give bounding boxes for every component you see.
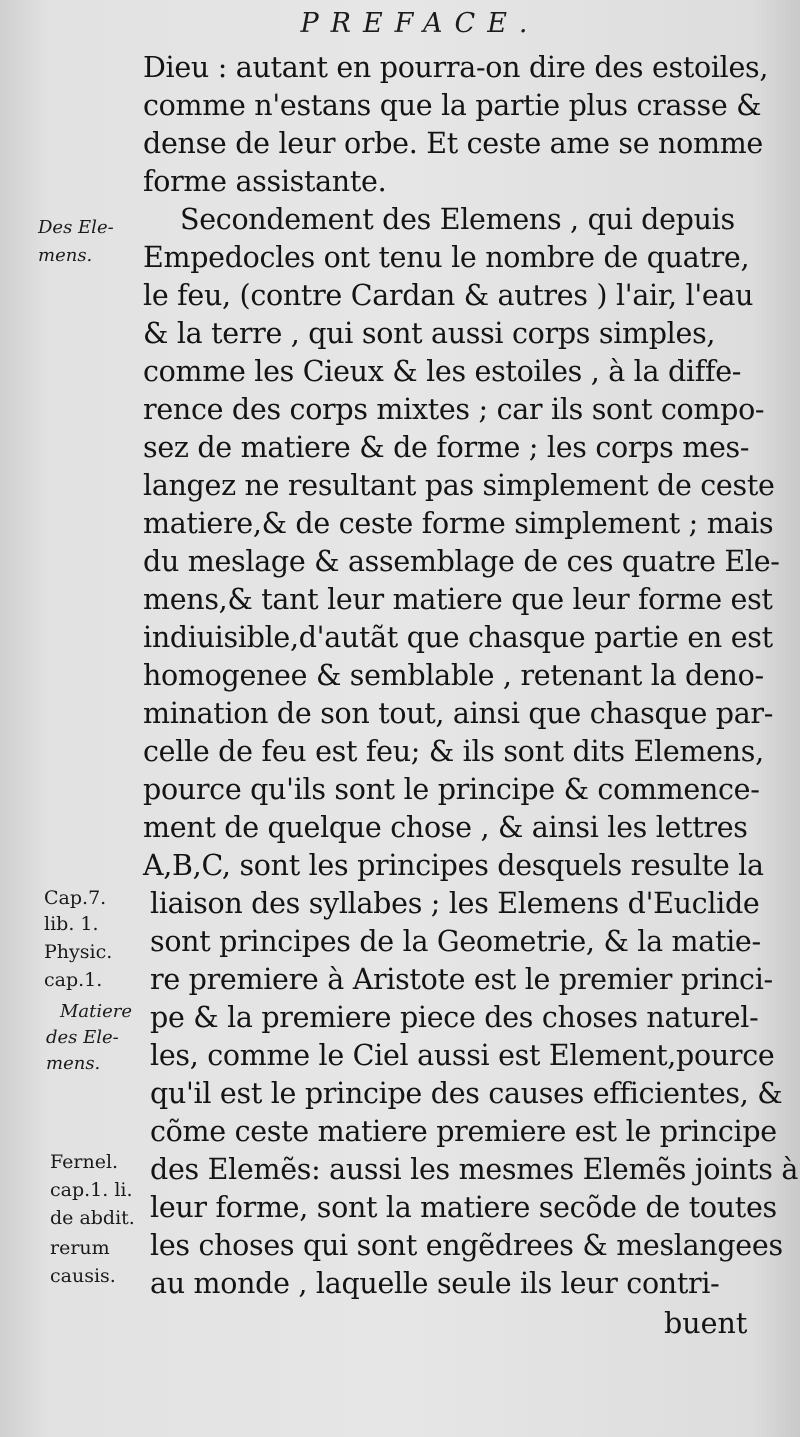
body-line: Secondement des Elemens , qui depuis (180, 203, 735, 236)
margin-note: mens. (46, 1053, 101, 1074)
body-line: comme les Cieux & les estoiles , à la diffe- (143, 355, 742, 388)
body-line: langez ne resultant pas simplement de ceste (143, 469, 775, 502)
margin-note: Cap.7. (44, 887, 107, 909)
catchword: buent (664, 1307, 748, 1340)
body-line: qu'il est le principe des causes efficientes, & (150, 1077, 783, 1110)
margin-note: Des Ele- (38, 217, 114, 238)
body-line: les, comme le Ciel aussi est Element,pource (150, 1039, 775, 1072)
body-line: des Elemẽs: aussi les mesmes Elemẽs joints à (150, 1153, 799, 1186)
body-line: pe & la premiere piece des choses naturel- (150, 1001, 759, 1034)
body-line: cõme ceste matiere premiere est le principe (150, 1115, 777, 1148)
body-line: Empedocles ont tenu le nombre de quatre, (143, 241, 750, 274)
margin-note: cap.1. (44, 969, 103, 991)
margin-note: Fernel. (50, 1151, 119, 1173)
margin-note: Matiere (60, 1001, 133, 1022)
margin-note: mens. (38, 245, 93, 266)
body-line: matiere,& de ceste forme simplement ; mais (143, 507, 774, 540)
body-line: forme assistante. (143, 165, 387, 198)
body-line: mens,& tant leur matiere que leur forme est (143, 583, 773, 616)
body-line: dense de leur orbe. Et ceste ame se nomme (143, 127, 763, 160)
body-line: A,B,C, sont les principes desquels resulte la (143, 849, 764, 882)
margin-note: lib. 1. (44, 913, 99, 935)
body-line: & la terre , qui sont aussi corps simples, (143, 317, 716, 350)
margin-note: Physic. (44, 941, 113, 963)
body-line: les choses qui sont engẽdrees & meslangees (150, 1229, 783, 1262)
body-line: au monde , laquelle seule ils leur contri- (150, 1267, 720, 1300)
body-line: indiuisible,d'autãt que chasque partie en est (143, 621, 773, 654)
body-line: sez de matiere & de forme ; les corps mes- (143, 431, 750, 464)
margin-note: causis. (50, 1265, 116, 1287)
body-line: re premiere à Aristote est le premier princi- (150, 963, 773, 996)
body-line: leur forme, sont la matiere secõde de toutes (150, 1191, 777, 1224)
body-line: comme n'estans que la partie plus crasse & (143, 89, 762, 122)
margin-note: de abdit. (50, 1207, 135, 1229)
margin-note: rerum (50, 1237, 110, 1259)
body-line: liaison des syllabes ; les Elemens d'Euclide (150, 887, 760, 920)
running-header: PREFACE. (300, 8, 540, 39)
body-line: celle de feu est feu; & ils sont dits Elemens, (143, 735, 764, 768)
body-line: pource qu'ils sont le principe & commence- (143, 773, 760, 806)
margin-note: des Ele- (46, 1027, 119, 1048)
margin-note: cap.1. li. (50, 1179, 133, 1201)
body-line: du meslage & assemblage de ces quatre Ele- (143, 545, 780, 578)
body-line: homogenee & semblable , retenant la deno- (143, 659, 764, 692)
body-line: rence des corps mixtes ; car ils sont compo- (143, 393, 765, 426)
body-line: le feu, (contre Cardan & autres ) l'air, l'eau (143, 279, 754, 312)
body-line: mination de son tout, ainsi que chasque par- (143, 697, 774, 730)
body-line: Dieu : autant en pourra-on dire des estoiles, (143, 51, 769, 84)
body-line: ment de quelque chose , & ainsi les lettres (143, 811, 748, 844)
body-line: sont principes de la Geometrie, & la matie- (150, 925, 761, 958)
